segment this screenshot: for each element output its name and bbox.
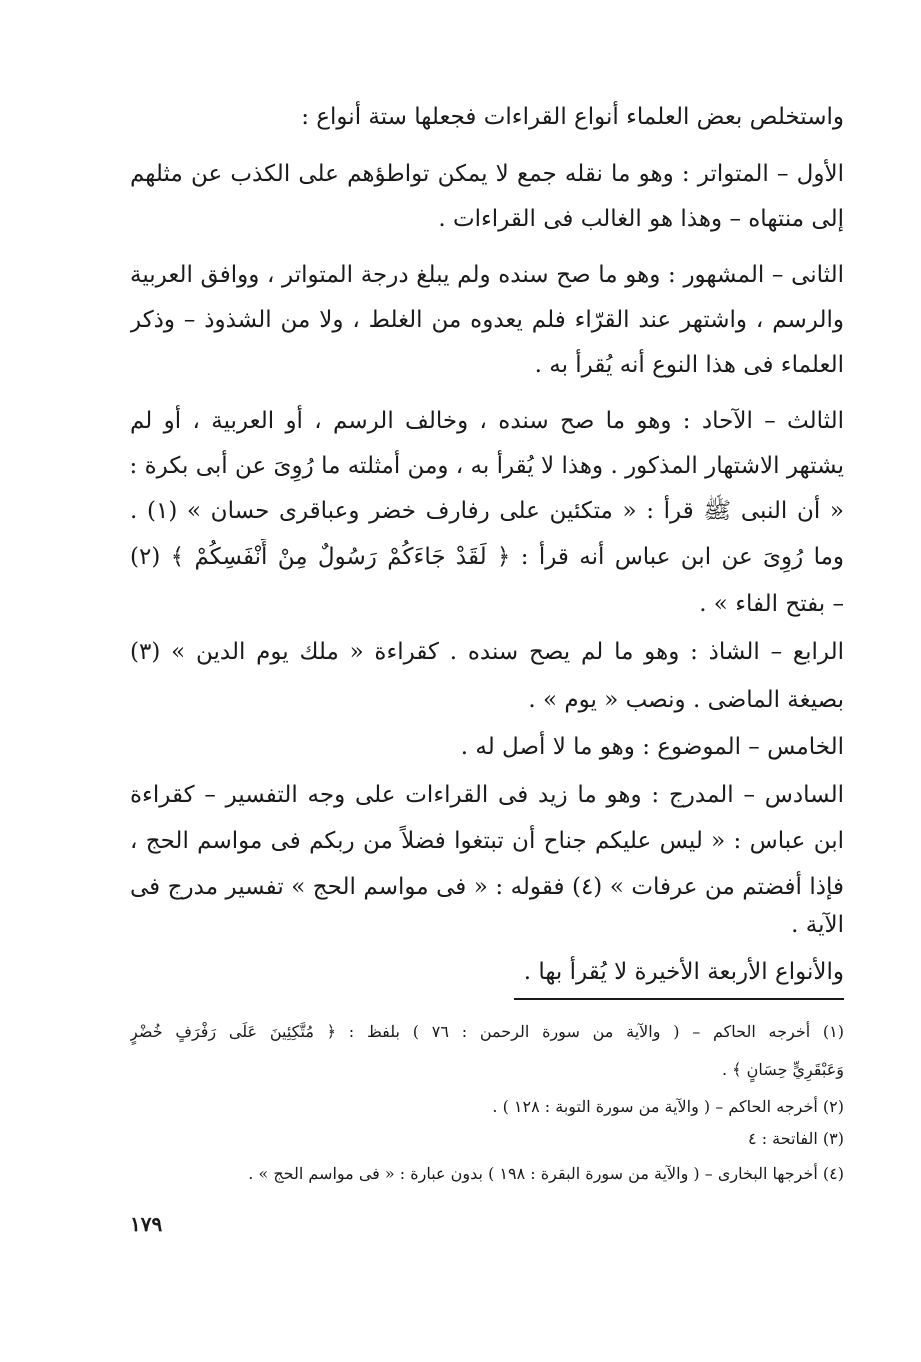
page-number: ١٧٩ (130, 1212, 163, 1236)
footnote-3: (٣) الفاتحة : ٤ (748, 1129, 844, 1148)
type-6-line-1: السادس – المدرج : وهو ما زيد فى القراءات على وجه التفسير – كقراءة (130, 782, 844, 808)
footnote-1-line-2: وَعَبْقَرِيٍّ حِسَانٍ ﴾ . (721, 1060, 844, 1079)
type-3-line-1: الثالث – الآحاد : وهو ما صح سنده ، وخالف الرسم ، أو العربية ، أو لم (130, 408, 844, 434)
type-6-line-2: ابن عباس : « ليس عليكم جناح أن تبتغوا فضلاً من ربكم فى مواسم الحج ، (130, 828, 844, 854)
type-3-line-4: وما رُوِىَ عن ابن عباس أنه قرأ : ﴿ لَقَدْ جَاءَكُمْ رَسُولٌ مِنْ أَنْفَسِكُمْ ﴾ (٢) (130, 544, 844, 570)
footnote-divider (514, 998, 844, 1000)
closing-line: والأنواع الأربعة الأخيرة لا يُقرأ بها . (523, 959, 844, 985)
type-4-line-2: بصيغة الماضى . ونصب « يوم » . (528, 687, 844, 713)
type-3-line-2: يشتهر الاشتهار المذكور . وهذا لا يُقرأ به ، ومن أمثلته ما رُوِىَ عن أبى بكرة : (130, 453, 844, 479)
type-2-line-2: والرسم ، واشتهر عند القرّاء فلم يعدوه من الغلط ، ولا من الشذوذ – وذكر (130, 307, 844, 333)
intro-line: واستخلص بعض العلماء أنواع القراءات فجعلها ستة أنواع : (301, 104, 844, 130)
type-6-line-3: فإذا أفضتم من عرفات » (٤) فقوله : « فى مواسم الحج » تفسير مدرج فى (130, 874, 844, 900)
type-5-line-1: الخامس – الموضوع : وهو ما لا أصل له . (460, 734, 844, 760)
type-3-line-5: – بفتح الفاء » . (699, 591, 844, 617)
type-1-line-1: الأول – المتواتر : وهو ما نقله جمع لا يمكن تواطؤهم على الكذب عن مثلهم (130, 161, 844, 187)
footnote-2: (٢) أخرجه الحاكم – ( والآية من سورة التوبة : ١٢٨ ) . (492, 1097, 844, 1116)
type-6-line-4: الآية . (791, 912, 844, 938)
type-2-line-1: الثانى – المشهور : وهو ما صح سنده ولم يبلغ درجة المتواتر ، ووافق العربية (130, 262, 844, 288)
type-2-line-3: العلماء فى هذا النوع أنه يُقرأ به . (534, 352, 844, 378)
type-3-line-3: « أن النبى ﷺ قرأ : « متكئين على رفارف خضر وعباقرى حسان » (١) . (130, 498, 844, 524)
footnote-4: (٤) أخرجها البخارى – ( والآية من سورة البقرة : ١٩٨ ) بدون عبارة : « فى مواسم الحج » . (248, 1164, 844, 1183)
footnote-1-line-1: (١) أخرجه الحاكم – ( والآية من سورة الرحمن : ٧٦ ) بلفظ : ﴿ مُتَّكِئِينَ عَلَى رَفْرَفٍ خُضْرٍ (130, 1022, 844, 1041)
type-4-line-1: الرابع – الشاذ : وهو ما لم يصح سنده . كقراءة « ملك يوم الدين » (٣) (130, 639, 844, 665)
type-1-line-2: إلى منتهاه – وهذا هو الغالب فى القراءات . (438, 206, 844, 232)
